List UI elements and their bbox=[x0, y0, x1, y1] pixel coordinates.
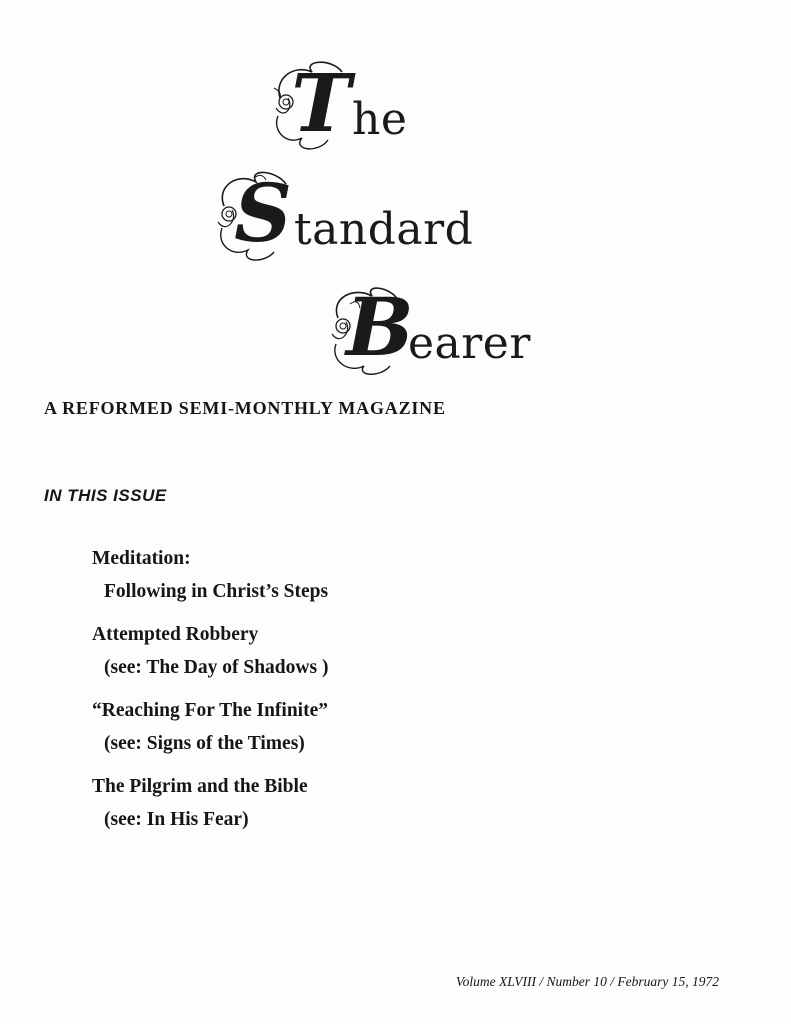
masthead-initial-t bbox=[272, 58, 356, 152]
toc-item-subtitle: Following in Christ’s Steps bbox=[104, 581, 329, 602]
initial-letter: B bbox=[346, 280, 414, 374]
masthead-initial-b bbox=[328, 282, 412, 376]
masthead-word-rest: tandard bbox=[294, 204, 474, 255]
masthead-initial-s bbox=[214, 168, 298, 262]
toc-item-title: Attempted Robbery bbox=[92, 624, 259, 645]
table-of-contents bbox=[92, 544, 652, 848]
initial-letter: T bbox=[291, 56, 351, 150]
masthead-line-the bbox=[272, 58, 407, 152]
toc-item-title: Meditation: bbox=[92, 548, 191, 569]
toc-item bbox=[92, 544, 652, 606]
magazine-subtitle: A REFORMED SEMI-MONTHLY MAGAZINE bbox=[44, 398, 446, 418]
masthead-line-bearer bbox=[328, 282, 531, 376]
toc-item-title: “Reaching For The Infinite” bbox=[92, 700, 328, 721]
initial-letter: S bbox=[234, 166, 292, 260]
toc-item-title: The Pilgrim and the Bible bbox=[92, 776, 308, 797]
in-this-issue-heading: IN THIS ISSUE bbox=[44, 486, 167, 505]
volume-issue-date-line: Volume XLVIII / Number 10 / February 15, 1972 bbox=[455, 974, 719, 989]
toc-item-subtitle: (see: Signs of the Times) bbox=[104, 733, 305, 754]
masthead-word-rest: he bbox=[352, 94, 408, 145]
toc-item bbox=[92, 620, 652, 682]
toc-item bbox=[92, 696, 652, 758]
toc-item-subtitle: (see: In His Fear) bbox=[104, 809, 249, 830]
masthead-word-rest: earer bbox=[408, 318, 531, 369]
toc-item bbox=[92, 772, 652, 834]
masthead-line-standard bbox=[214, 168, 473, 262]
toc-item-subtitle: (see: The Day of Shadows ) bbox=[104, 657, 329, 678]
